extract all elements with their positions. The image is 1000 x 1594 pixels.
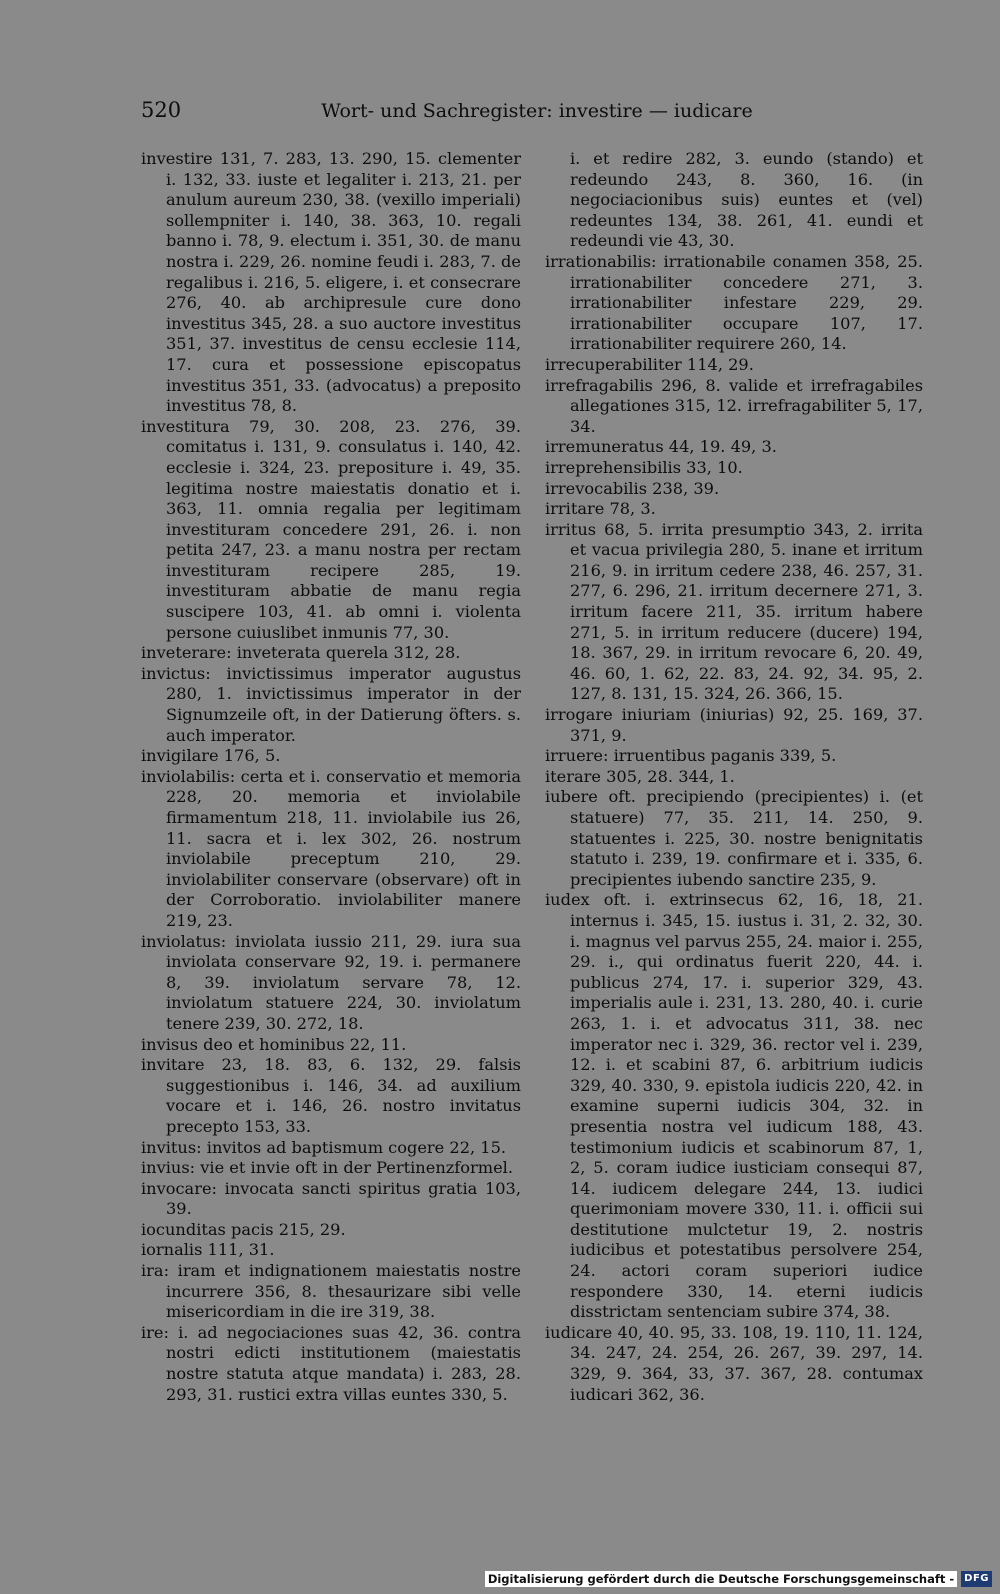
index-entry: invius: vie et invie oft in der Pertinenzformel. bbox=[141, 1158, 513, 1178]
index-entry: iocunditas pacis 215, 29. bbox=[141, 1219, 346, 1239]
index-entry: irremuneratus 44, 19. 49, 3. bbox=[545, 437, 777, 457]
page-header bbox=[141, 98, 911, 128]
index-entry: irreprehensibilis 33, 10. bbox=[545, 457, 743, 477]
index-column-right bbox=[545, 149, 923, 1405]
index-entry: investire 131, 7. 283, 13. 290, 15. clementer i. 132, 33. iuste et legaliter i. 213, 21. per anulum aureum 230, 38. (vexillo imperiali) sollempniter i. 140, 38. 363, 10. regali banno i. 78, 9. electum i. 351, 30. de manu nostra i. 229, 26. nomine feudi i. 283, 7. de regalibus i. 216, 5. eligere, i. et consecrare 276, 40. ab archipresule cure dono investitus 345, 28. a suo auctore investitus 351, 37. investitus de censu ecclesie 114, 17. cura et possessione episcopatus investitus 351, 33. (advocatus) a preposito investitus 78, 8. bbox=[141, 149, 521, 416]
index-entry: irritare 78, 3. bbox=[545, 499, 656, 519]
index-entry: invigilare 176, 5. bbox=[141, 746, 281, 766]
index-entry: inviolabilis: certa et i. conservatio et memoria 228, 20. memoria et inviolabile firmamentum 218, 11. inviolabile ius 26, 11. sacra et i. lex 302, 26. nostrum inviolabile preceptum 210, 29. inviolabiliter conservare (observare) oft in der Corroboratio. inviolabiliter manere 219, 23. bbox=[141, 766, 521, 930]
index-entry: irrefragabilis 296, 8. valide et irrefragabiles allegationes 315, 12. irrefragabiliter 5, 17, 34. bbox=[545, 375, 923, 436]
page-number: 520 bbox=[141, 98, 182, 122]
index-entry: invictus: invictissimus imperator augustus 280, 1. invictissimus imperator in der Signumzeile oft, in der Datierung öfters. s. auch imperator. bbox=[141, 663, 521, 745]
index-entry: invocare: invocata sancti spiritus gratia 103, 39. bbox=[141, 1178, 521, 1219]
index-entry: irrevocabilis 238, 39. bbox=[545, 478, 720, 498]
index-entry: ira: iram et indignationem maiestatis nostre incurrere 356, 8. thesaurizare sibi velle misericordiam in die ire 319, 38. bbox=[141, 1261, 521, 1322]
index-entry: irrogare iniuriam (iniurias) 92, 25. 169, 37. 371, 9. bbox=[545, 705, 923, 745]
running-head: Wort- und Sachregister: investire — iudicare bbox=[321, 100, 753, 122]
index-entry: irritus 68, 5. irrita presumptio 343, 2. irrita et vacua privilegia 280, 5. inane et irritum 216, 9. in irritum cedere 238, 46. 257, 31. 277, 6. 296, 21. irritum decernere 271, 3. irritum facere 211, 35. irritum habere 271, 5. in irritum reducere (ducere) 194, 18. 367, 29. in irritum revocare 6, 20. 49, 46. 60, 1. 62, 22. 83, 24. 92, 34. 95, 2. 127, 8. 131, 15. 324, 26. 366, 15. bbox=[545, 519, 923, 704]
dfg-logo: DFG bbox=[961, 1571, 992, 1587]
index-entry: irrecuperabiliter 114, 29. bbox=[545, 354, 754, 374]
index-entry: irrationabilis: irrationabile conamen 358, 25. irrationabiliter concedere 271, 3. irrationabiliter infestare 229, 29. irrationabiliter occupare 107, 17. irrationabiliter requirere 260, 14. bbox=[545, 251, 923, 354]
index-entry: invisus deo et hominibus 22, 11. bbox=[141, 1034, 407, 1054]
index-entry: iterare 305, 28. 344, 1. bbox=[545, 766, 735, 786]
index-entry: inviolatus: inviolata iussio 211, 29. iura sua inviolata conservare 92, 19. i. permanere 8, 39. inviolatum servare 78, 12. inviolatum statuere 224, 30. inviolatum tenere 239, 30. 272, 18. bbox=[141, 931, 521, 1033]
index-entry: ire: i. ad negociaciones suas 42, 36. contra nostri edicti institutionem (maiestatis nostre statuta atque mandata) i. 283, 28. 293, 31. rustici extra villas euntes 330, 5. bbox=[141, 1322, 521, 1404]
footer bbox=[485, 1570, 992, 1588]
index-entry: iubere oft. precipiendo (precipientes) i. (et statuere) 77, 35. 211, 14. 250, 9. statuentes i. 225, 30. nostre benignitatis statuto i. 239, 19. confirmare et i. 335, 6. precipientes iubendo sanctire 235, 9. bbox=[545, 787, 923, 889]
index-entry: irruere: irruentibus paganis 339, 5. bbox=[545, 746, 837, 766]
index-column-left bbox=[141, 149, 521, 1405]
index-entry: investitura 79, 30. 208, 23. 276, 39. comitatus i. 131, 9. consulatus i. 140, 42. ecclesie i. 324, 23. prepositure i. 49, 35. legitima nostre maiestatis donatio et i. 363, 11. omnia regalia per legitimam investituram concedere 291, 26. i. non petita 247, 23. a manu nostra per rectam investituram recipere 285, 19. investituram abbatie de manu regia suscipere 103, 41. ab omni i. violenta persone cuiuslibet inmunis 77, 30. bbox=[141, 416, 521, 642]
funding-notice: Digitalisierung gefördert durch die Deutsche Forschungsgemeinschaft - bbox=[485, 1571, 957, 1587]
index-entry-continuation: i. et redire 282, 3. eundo (stando) et redeundo 243, 8. 360, 16. (in negociacionibus suis) euntes et (vel) redeuntes 134, 38. 261, 41. eundi et redeundi vie 43, 30. bbox=[570, 149, 923, 251]
index-entry: iudicare 40, 40. 95, 33. 108, 19. 110, 11. 124, 34. 247, 24. 254, 26. 267, 39. 297, 14. 329, 9. 364, 33, 37. 367, 28. contumax iudicari 362, 36. bbox=[545, 1322, 923, 1404]
index-entry: invitare 23, 18. 83, 6. 132, 29. falsis suggestionibus i. 146, 34. ad auxilium vocare et i. 146, 26. nostro invitatus precepto 153, 33. bbox=[141, 1055, 521, 1136]
index-entry: iornalis 111, 31. bbox=[141, 1240, 275, 1260]
index-entry: iudex oft. i. extrinsecus 62, 16, 18, 21. internus i. 345, 15. iustus i. 31, 2. 32, 30. i. magnus vel parvus 255, 24. maior i. 255, 29. i., qui ordinatus fuerit 220, 44. i. publicus 274, 17. i. superior 329, 43. imperialis aule i. 231, 13. 280, 40. i. curie 263, 1. i. et advocatus 311, 38. nec imperator nec i. 329, 36. rector vel i. 239, 12. i. et scabini 87, 6. arbitrium iudicis 329, 40. 330, 9. epistola iudicis 220, 42. in examine superni iudicis 304, 32. in presentia nostra vel iudicum 188, 43. testimonium iudicis et scabinorum 87, 1, 2, 5. coram iudice iusticiam consequi 87, 14. iudicem delegare 244, 13. iudici querimoniam movere 330, 11. i. officii sui destitutione mulctetur 19, 2. nostris iudicibus et potestatibus persolvere 254, 24. actori coram superiori iudice respondere 330, 14. eterni iudicis disstrictam sentenciam subire 374, 38. bbox=[545, 890, 923, 1322]
index-entry: invitus: invitos ad baptismum cogere 22, 15. bbox=[141, 1137, 507, 1157]
index-entry: inveterare: inveterata querela 312, 28. bbox=[141, 643, 461, 663]
